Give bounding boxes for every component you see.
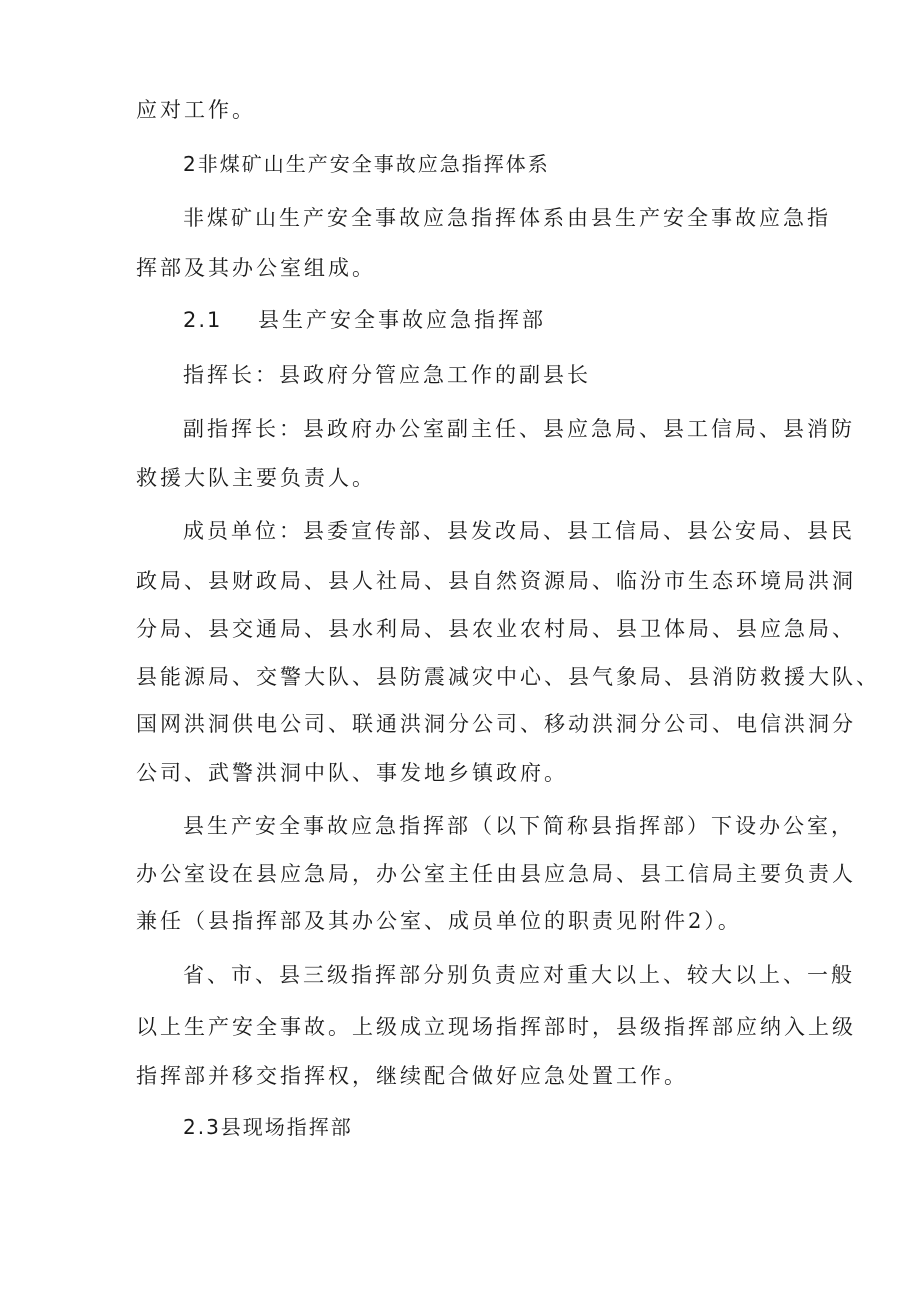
paragraph-line: 政局、县财政局、县人社局、县自然资源局、临汾市生态环境局洪洞 <box>136 569 856 593</box>
subsection-heading <box>183 306 546 334</box>
section-heading: 2非煤矿山生产安全事故应急指挥体系 <box>183 152 550 176</box>
paragraph-line: 国网洪洞供电公司、联通洪洞分公司、移动洪洞分公司、电信洪洞分 <box>136 712 856 736</box>
paragraph-line: 兼任（县指挥部及其办公室、成员单位的职责见附件2）。 <box>136 909 742 933</box>
subsection-heading: 2.3县现场指挥部 <box>183 1115 353 1139</box>
subsection-title: 县生产安全事故应急指挥部 <box>258 308 546 332</box>
paragraph-line: 非煤矿山生产安全事故应急指挥体系由县生产安全事故应急指 <box>183 206 831 230</box>
paragraph-line: 应对工作。 <box>136 98 256 122</box>
paragraph-line: 副指挥长：县政府办公室副主任、县应急局、县工信局、县消防 <box>183 417 855 441</box>
paragraph-line: 救援大队主要负责人。 <box>136 466 376 490</box>
subsection-number: 2.1 <box>183 308 223 332</box>
paragraph-line: 办公室设在县应急局，办公室主任由县应急局、县工信局主要负责人 <box>136 862 856 886</box>
paragraph-line: 成员单位：县委宣传部、县发改局、县工信局、县公安局、县民 <box>183 519 855 543</box>
paragraph-line: 指挥长：县政府分管应急工作的副县长 <box>183 363 591 387</box>
paragraph-line: 县生产安全事故应急指挥部（以下简称县指挥部）下设办公室， <box>183 814 855 838</box>
paragraph-line: 省、市、县三级指挥部分别负责应对重大以上、较大以上、一般 <box>183 963 855 987</box>
paragraph-line: 以上生产安全事故。上级成立现场指挥部时，县级指挥部应纳入上级 <box>136 1015 856 1039</box>
paragraph-line: 分局、县交通局、县水利局、县农业农村局、县卫体局、县应急局、 <box>136 617 856 641</box>
paragraph-line: 挥部及其办公室组成。 <box>136 256 376 280</box>
paragraph-line: 公司、武警洪洞中队、事发地乡镇政府。 <box>136 761 568 785</box>
paragraph-line: 指挥部并移交指挥权，继续配合做好应急处置工作。 <box>136 1064 688 1088</box>
paragraph-line: 县能源局、交警大队、县防震减灾中心、县气象局、县消防救援大队、 <box>136 665 880 689</box>
